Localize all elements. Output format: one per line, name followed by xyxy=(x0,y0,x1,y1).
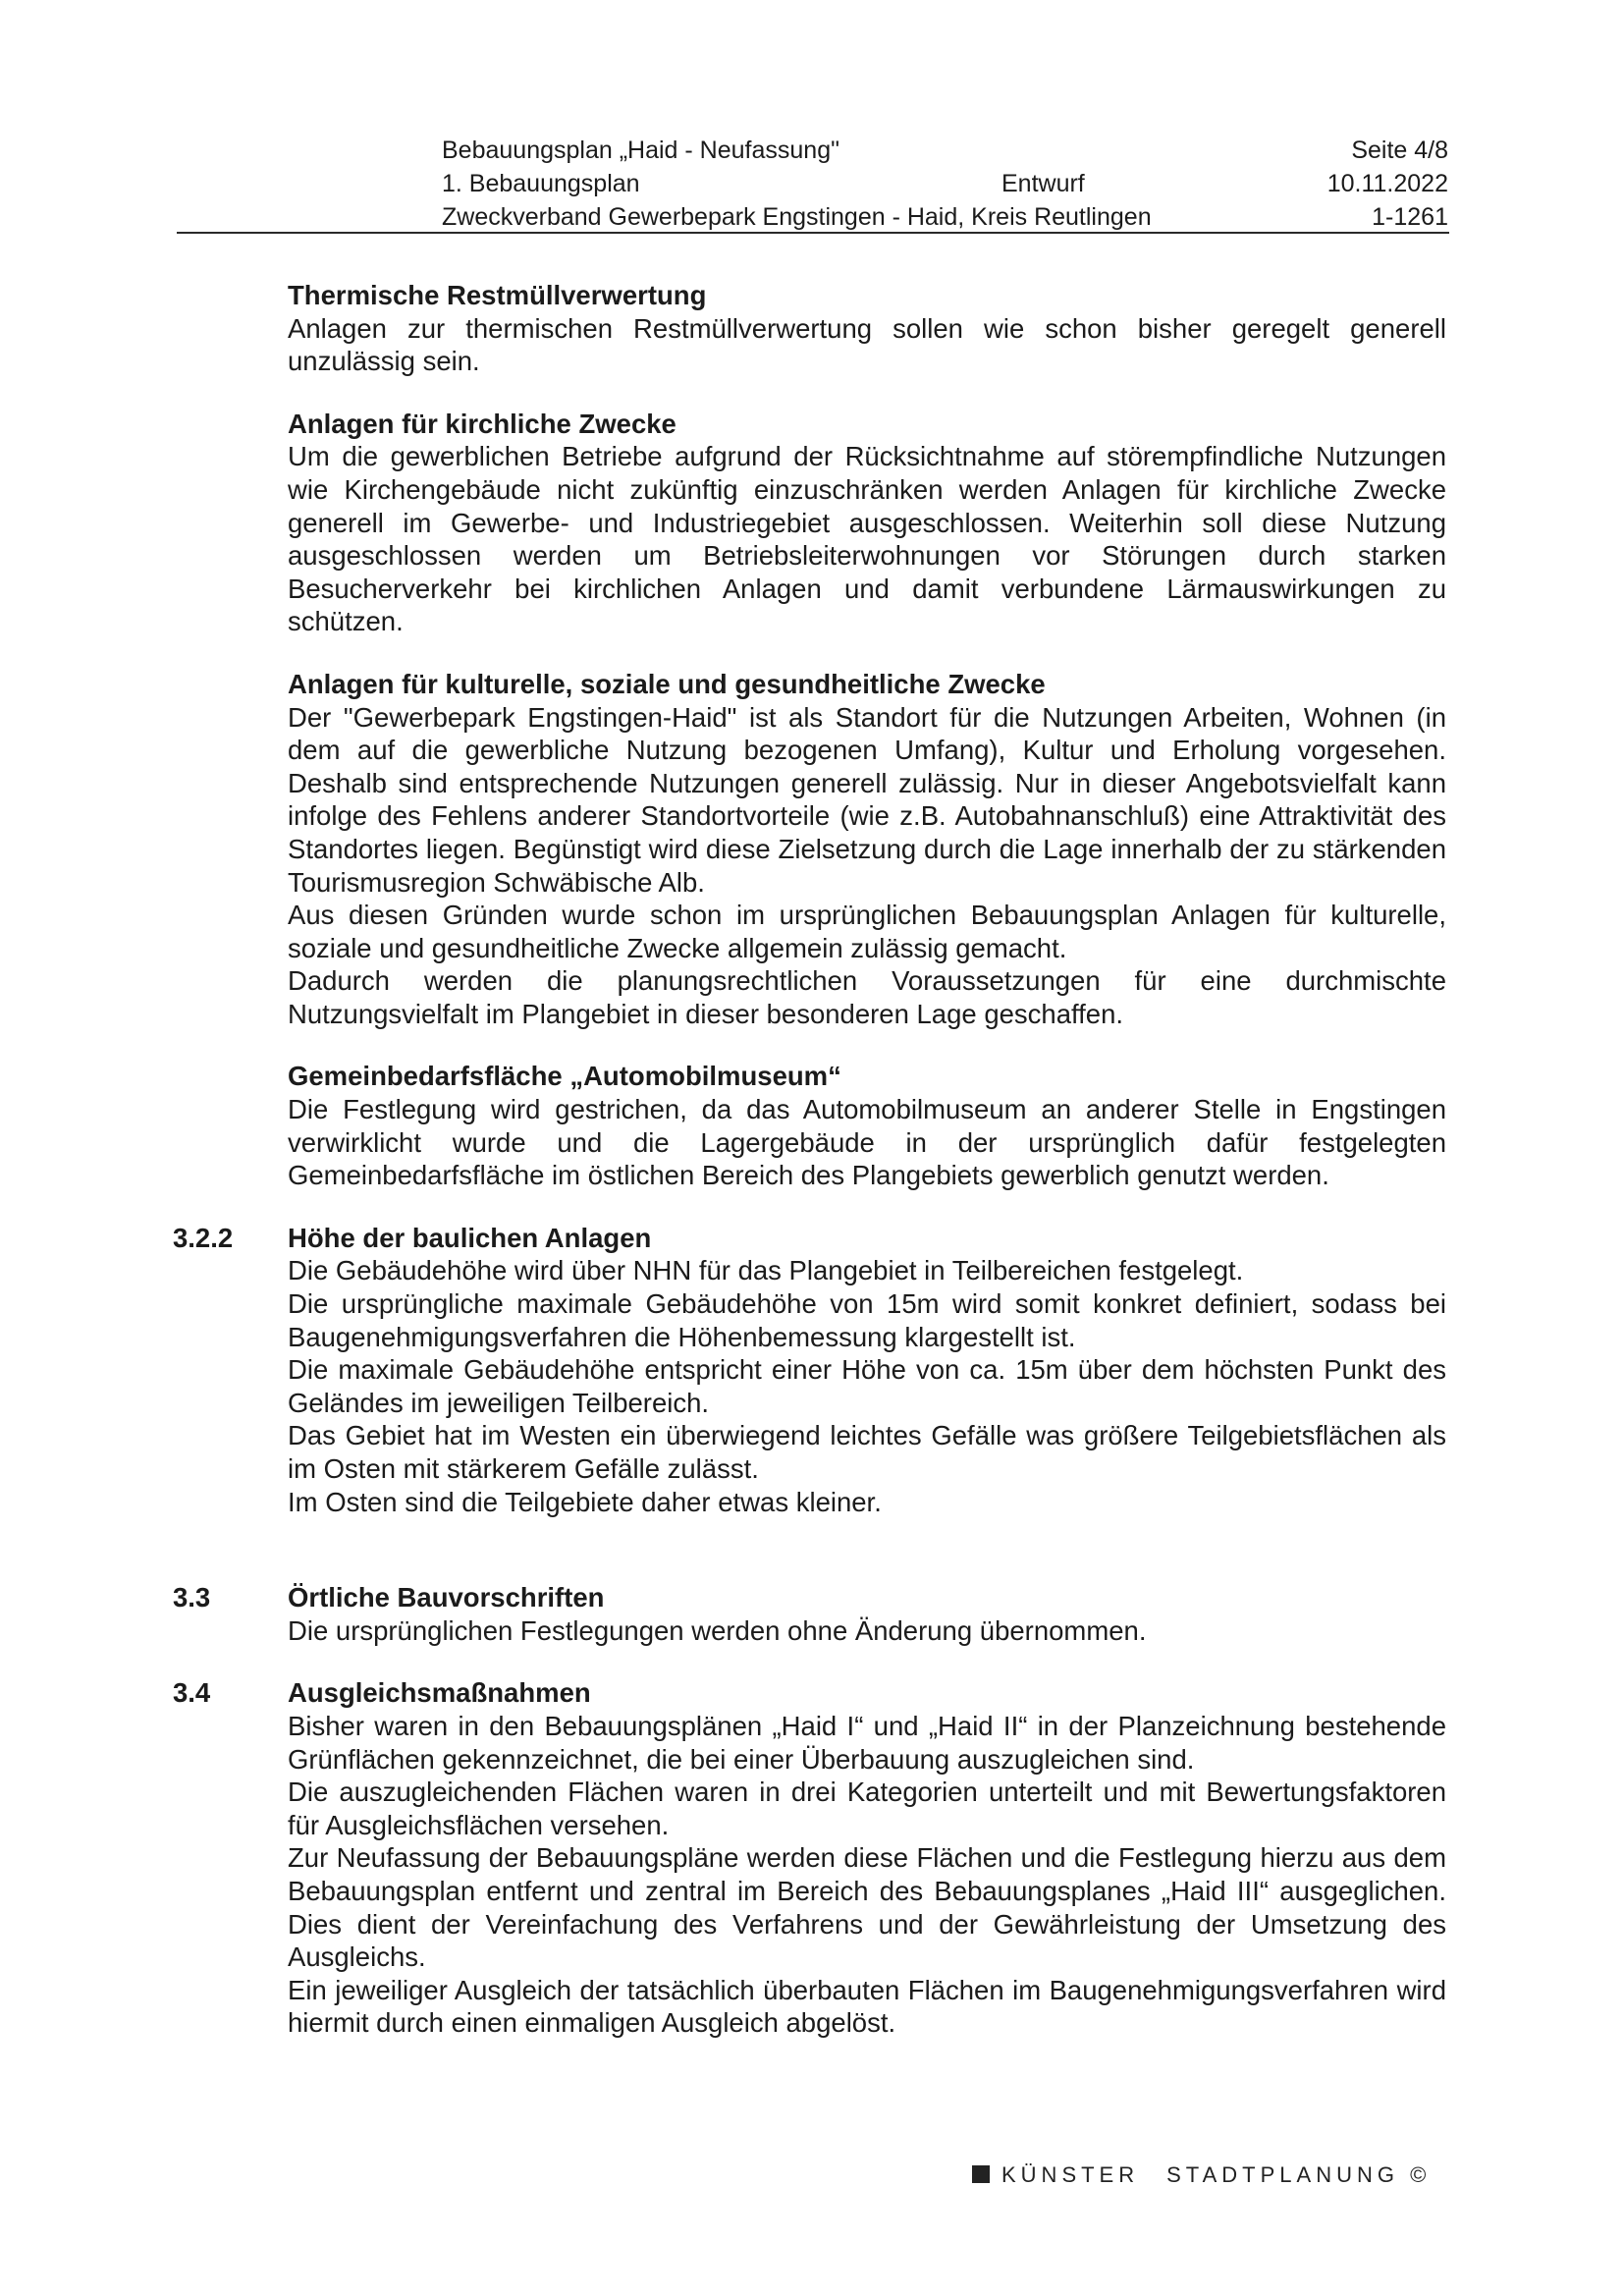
section-title: Thermische Restmüllverwertung xyxy=(288,280,707,310)
section-paragraph: Dadurch werden die planungsrechtlichen Voraussetzungen für eine durchmischte Nutzungsvielfalt im Plangebiet in dieser besonderen Lage geschaffen. xyxy=(288,965,1446,1029)
section-paragraph: Zur Neufassung der Bebauungspläne werden diese Flächen und die Festlegung hierzu aus dem Bebauungsplan entfernt und zentral im Bereich des Bebauungsplanes „Haid III“ ausgeglichen. Dies dient der Vereinfachung des Verfahrens und der Gewährleistung der Umsetzung des Ausgleichs. xyxy=(288,1842,1446,1973)
section-thermische-restmuellverwertung xyxy=(288,279,1446,378)
project-number: 1-1261 xyxy=(1372,203,1448,231)
organization-name: Zweckverband Gewerbepark Engstingen - Haid, Kreis Reutlingen xyxy=(442,203,1152,231)
section-paragraph: Die maximale Gebäudehöhe entspricht einer Höhe von ca. 15m über dem höchsten Punkt des Geländes im jeweiligen Teilbereich. xyxy=(288,1354,1446,1418)
section-paragraph: Der "Gewerbepark Engstingen-Haid" ist als Standort für die Nutzungen Arbeiten, Wohnen (in dem auf die gewerbliche Nutzung bezogenen Umfang), Kultur und Erholung vorgesehen. Deshalb sind entsprechende Nutzungen generell zulässig. Nur in dieser Angebotsvielfalt kann infolge des Fehlens anderer Standortvorteile (wie z.B. Autobahnanschluß) eine Attraktivität des Standortes liegen. Begünstigt wird diese Zielsetzung durch die Lage innerhalb der zu stärkenden Tourismusregion Schwäbische Alb. xyxy=(288,701,1446,898)
section-paragraph: Aus diesen Gründen wurde schon im ursprünglichen Bebauungsplan Anlagen für kulturelle, soziale und gesundheitliche Zwecke allgemein zulässig gemacht. xyxy=(288,900,1446,963)
draft-status: Entwurf xyxy=(1001,170,1085,197)
section-gemeinbedarfsflaeche xyxy=(288,1060,1446,1191)
header-row-2 xyxy=(442,167,1448,200)
section-number: 3.3 xyxy=(173,1582,211,1613)
section-number: 3.2.2 xyxy=(173,1222,234,1253)
document-date: 10.11.2022 xyxy=(1326,170,1448,197)
square-logo-icon xyxy=(972,2165,990,2183)
section-ausgleichsmassnahmen xyxy=(173,1676,1446,2040)
section-paragraph: Die auszugleichenden Flächen waren in drei Kategorien unterteilt und mit Bewertungsfaktoren für Ausgleichsflächen versehen. xyxy=(288,1777,1446,1840)
section-title: Höhe der baulichen Anlagen xyxy=(288,1222,652,1253)
section-paragraph: Im Osten sind die Teilgebiete daher etwas kleiner. xyxy=(288,1486,882,1517)
document-title: Bebauungsplan „Haid - Neufassung" xyxy=(442,137,839,164)
section-paragraph: Die Gebäudehöhe wird über NHN für das Plangebiet in Teilbereichen festgelegt. xyxy=(288,1255,1244,1286)
section-paragraph: Die Festlegung wird gestrichen, da das Automobilmuseum an anderer Stelle in Engstingen verwirklicht wurde und die Lagergebäude in der ursprünglich dafür festgelegten Gemeinbedarfsfläche im östlichen Bereich des Plangebiets gewerblich genutzt werden. xyxy=(288,1094,1446,1191)
section-title: Ausgleichsmaßnahmen xyxy=(288,1677,591,1709)
section-paragraph: Die ursprünglichen Festlegungen werden ohne Änderung übernommen. xyxy=(288,1614,1147,1646)
section-title: Gemeinbedarfsfläche „Automobilmuseum“ xyxy=(288,1061,841,1092)
section-paragraph: Die ursprüngliche maximale Gebäudehöhe von 15m wird somit konkret definiert, sodass bei Baugenehmigungsverfahren die Höhenbemessung klargestellt ist. xyxy=(288,1288,1446,1352)
section-hoehe-baulicher-anlagen xyxy=(173,1222,1446,1518)
section-paragraph: Das Gebiet hat im Westen ein überwiegend leichtes Gefälle was größere Teilgebietsflächen als im Osten mit stärkerem Gefälle zulässt. xyxy=(288,1420,1446,1484)
section-title: Anlagen für kirchliche Zwecke xyxy=(288,408,676,439)
footer-brand-word-2: STADTPLANUNG © xyxy=(1166,2162,1432,2187)
section-title: Anlagen für kulturelle, soziale und gesundheitliche Zwecke xyxy=(288,668,1046,699)
header-row-3 xyxy=(442,200,1448,234)
section-number: 3.4 xyxy=(173,1677,211,1709)
section-paragraph: Anlagen zur thermischen Restmüllverwertung sollen wie schon bisher geregelt generell unzulässig sein. xyxy=(288,312,1446,377)
footer-brand xyxy=(972,2162,1431,2188)
section-kulturelle-zwecke xyxy=(288,668,1446,1031)
header-divider xyxy=(177,232,1449,234)
section-paragraph: Bisher waren in den Bebauungsplänen „Haid I“ und „Haid II“ in der Planzeichnung bestehende Grünflächen gekennzeichnet, die bei einer Überbauung auszugleichen sind. xyxy=(288,1710,1446,1775)
page-header xyxy=(442,134,1448,234)
document-body xyxy=(0,279,1623,2040)
section-paragraph: Ein jeweiliger Ausgleich der tatsächlich überbauten Flächen im Baugenehmigungsverfahren wird hiermit durch einen einmaligen Ausgleich abgelöst. xyxy=(288,1974,1446,2039)
section-kirchliche-zwecke xyxy=(288,408,1446,638)
header-row-1 xyxy=(442,134,1448,167)
section-oertliche-bauvorschriften xyxy=(173,1581,1446,1647)
plan-label: 1. Bebauungsplan xyxy=(442,170,640,197)
page-number: Seite 4/8 xyxy=(1351,137,1448,164)
footer-brand-word-1: KÜNSTER xyxy=(1001,2162,1140,2187)
section-paragraph: Um die gewerblichen Betriebe aufgrund der Rücksichtnahme auf störempfindliche Nutzungen wie Kirchengebäude nicht zukünftig einzuschränken werden Anlagen für kirchliche Zwecke generell im Gewerbe- und Industriegebiet ausgeschlossen. Weiterhin soll diese Nutzung ausgeschlossen werden um Betriebsleiterwohnungen vor Störungen durch starken Besucherverkehr bei kirchlichen Anlagen und damit verbundene Lärmauswirkungen zu schützen. xyxy=(288,441,1446,637)
section-title: Örtliche Bauvorschriften xyxy=(288,1582,605,1613)
